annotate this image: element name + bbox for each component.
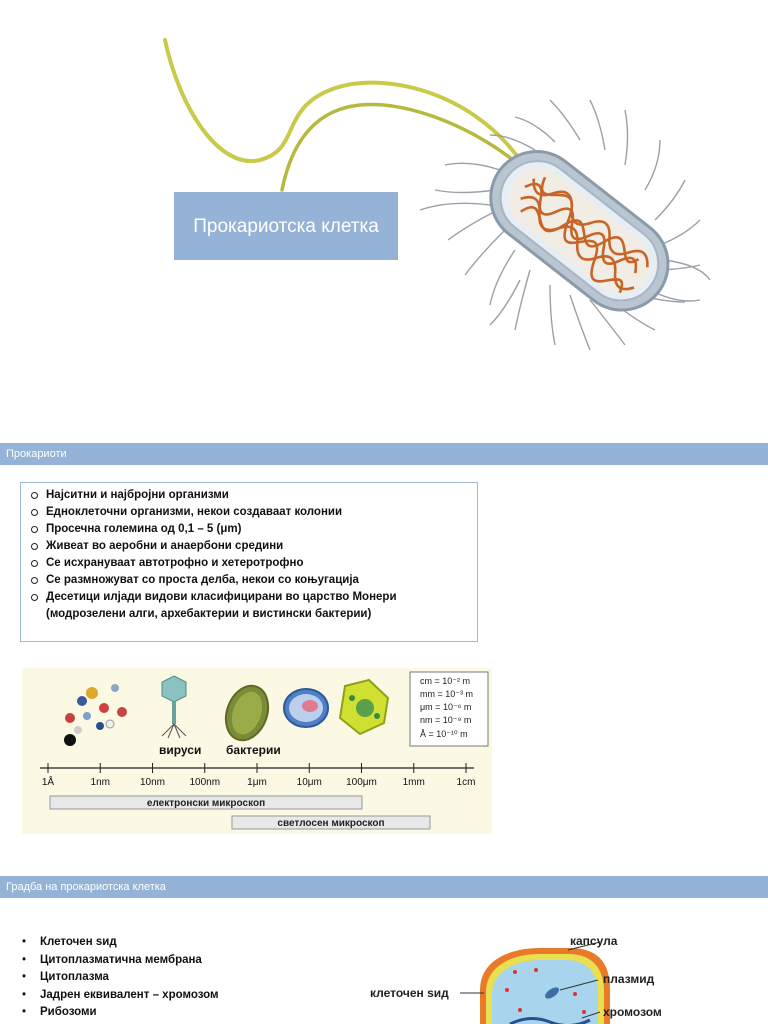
facts-list <box>29 487 469 623</box>
scale-tick-label: 1mm <box>402 777 425 788</box>
part-item: • Јадрен еквивалент – хромозом <box>20 987 219 1005</box>
section-header-prokaryotes: Прокариоти <box>0 443 768 465</box>
slide-title: Прокариотска клетка <box>174 192 398 260</box>
electron-microscope-label: електронски микроскоп <box>146 798 266 809</box>
unit-angstrom: Å = 10⁻¹⁰ m <box>420 729 468 739</box>
unit-um: μm = 10⁻⁶ m <box>420 702 472 712</box>
virus-illustration <box>162 676 186 738</box>
cell-parts-list <box>20 934 219 1022</box>
fact-item: Се размножуват со проста делба, некои со коњугација <box>29 572 469 589</box>
scale-tick-label: 100nm <box>189 777 221 788</box>
part-item: • Рибозоми <box>20 1004 219 1022</box>
fact-item: Просечна големина од 0,1 – 5 (μm) <box>29 521 469 538</box>
label-bacteria: бактерии <box>226 743 281 757</box>
light-microscope-label: светлосен микроскоп <box>277 818 385 829</box>
fact-item: Десетици илјади видови класифицирани во царство Монери (модрозелени алги, архебактерии и вистински бактерии) <box>29 589 469 623</box>
section-header-structure: Градба на прокариотска клетка <box>0 876 768 898</box>
label-chromosome: хромозом <box>603 1005 662 1019</box>
label-plasmid: плазмид <box>603 972 655 986</box>
tick-labels <box>42 775 476 788</box>
part-item: • Цитоплазматична мембрана <box>20 952 219 970</box>
scale-tick-label: 10nm <box>139 777 166 788</box>
unit-mm: mm = 10⁻³ m <box>420 689 474 699</box>
fact-item: Се исхрануваат автотрофно и хетеротрофно <box>29 555 469 572</box>
scale-tick-label: 1cm <box>456 777 476 788</box>
animal-cell-illustration <box>284 689 328 727</box>
label-viruses: вируси <box>159 743 202 757</box>
scale-tick-label: 10μm <box>296 777 322 788</box>
part-item: • Цитоплазма <box>20 969 219 987</box>
fact-item: Живеат во аеробни и анаербони средини <box>29 538 469 555</box>
plant-cell-illustration <box>340 680 388 734</box>
unit-cm: cm = 10⁻² m <box>420 676 471 686</box>
scale-tick-label: 1Å <box>41 777 55 788</box>
cell-structure-diagram <box>360 920 760 1024</box>
label-cell-wall: клеточен ѕид <box>370 986 449 1000</box>
scale-tick-label: 1μm <box>247 777 267 788</box>
fact-item: Најситни и најбројни организми <box>29 487 469 504</box>
unit-nm: nm = 10⁻⁹ m <box>420 715 472 725</box>
bacterium-small-illustration <box>219 680 276 746</box>
fact-item: Едноклеточни организми, некои создаваат колонии <box>29 504 469 521</box>
scale-tick-label: 100μm <box>346 777 377 788</box>
facts-box <box>20 482 478 642</box>
molecules-illustration <box>64 684 127 746</box>
label-capsule: капсула <box>570 934 618 948</box>
size-scale-figure <box>22 668 492 834</box>
part-item: • Клеточен ѕид <box>20 934 219 952</box>
scale-tick-label: 1nm <box>90 777 110 788</box>
